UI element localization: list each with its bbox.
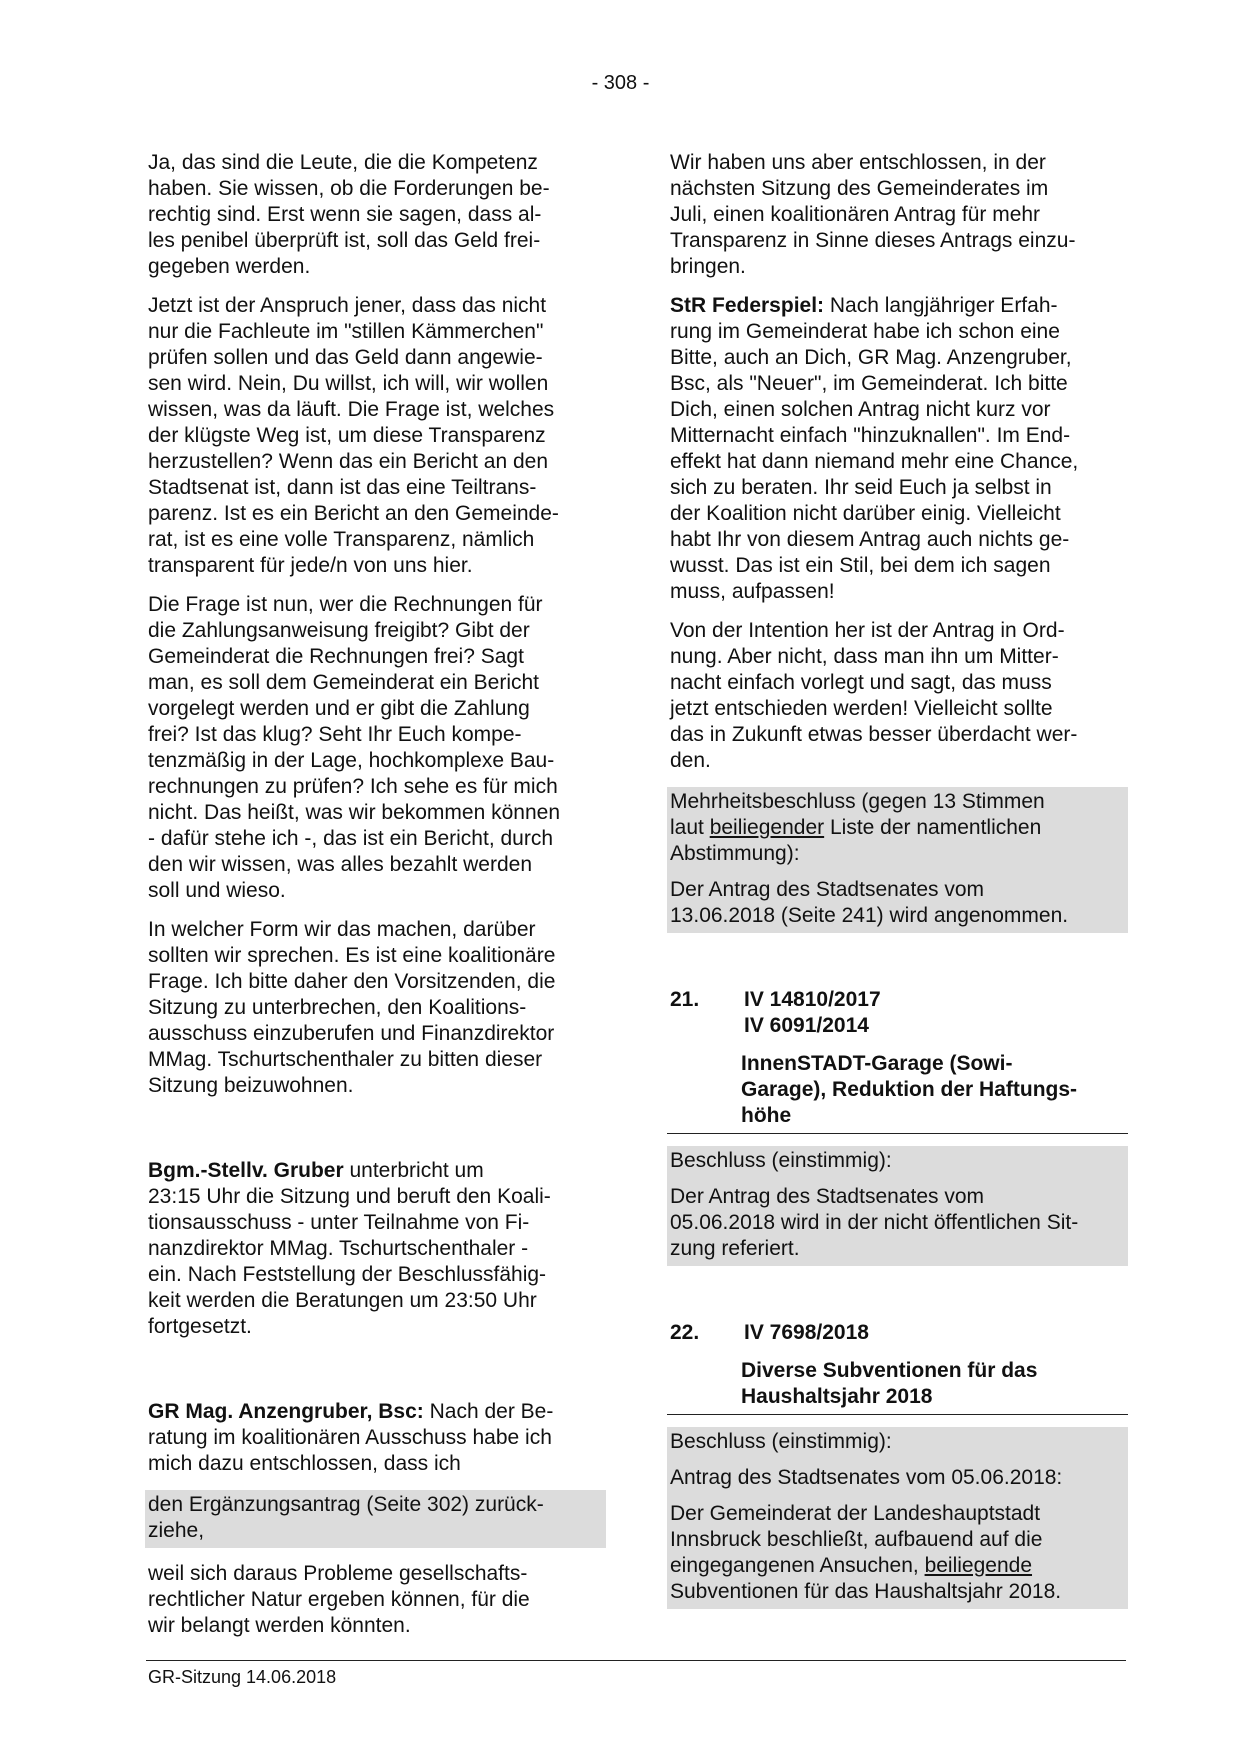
subsidies-link[interactable]: beiliegende (924, 1554, 1033, 1577)
item-21-rule (667, 1051, 1128, 1134)
left-paragraph-6 (148, 1399, 603, 1477)
speaker-gruber: Bgm.-Stellv. Gruber (148, 1159, 344, 1182)
resolution-box-2 (667, 1146, 1128, 1266)
withdrawal-box (145, 1490, 606, 1548)
footer-session-date: GR-Sitzung 14.06.2018 (148, 1667, 337, 1687)
right-paragraph-3: Von der Intention her ist der Antrag in Ord- nung. Aber nicht, dass man ihn um Mitter- nacht einfach vorlegt und sagt, das muss jetzt entschieden werden! Vielleicht sollte das in Zukunft etwas besser überdacht wer- den. (670, 619, 1078, 772)
footer-rule (146, 1660, 1126, 1661)
item-22-title: Diverse Subventionen für das Haushaltsjahr 2018 (741, 1359, 1038, 1408)
right-paragraph-1: Wir haben uns aber entschlossen, in der nächsten Sitzung des Gemeinderates im Juli, einen koalitionären Antrag für mehr Transparenz in Sinne dieses Antrags einzu- bringen. (670, 151, 1076, 278)
item-21-title: InnenSTADT-Garage (Sowi- Garage), Reduktion der Haftungs- höhe (741, 1052, 1078, 1127)
resolution-3-motion: Antrag des Stadtsenates vom 05.06.2018: (670, 1466, 1063, 1489)
resolution-2-header: Beschluss (einstimmig): (670, 1149, 892, 1172)
left-paragraph-3: Die Frage ist nun, wer die Rechnungen für die Zahlungsanweisung freigibt? Gibt der Gemeinderat die Rechnungen frei? Sagt man, es soll dem Gemeinderat ein Bericht vorgelegt werden und er gibt die Zahlung frei? Ist das klug? Seht Ihr Euch kompe- tenzmäßig in der Lage, hochkomplexe Bau- rechnungen zu prüfen? Ich sehe es für mich nicht. Das heißt, was wir bekommen können - dafür stehe ich -, das ist ein Bericht, durch den wir wissen, was alles bezahlt werden soll und wieso. (148, 593, 561, 902)
withdrawal-text: den Ergänzungsantrag (Seite 302) zurück- ziehe, (148, 1493, 544, 1542)
agenda-item-22 (670, 1320, 1125, 1346)
left-paragraph-5-text: unterbricht um 23:15 Uhr die Sitzung und beruft den Koali- tionsausschuss - unter Teilnahme von Fi- nanzdirektor MMag. Tschurtschenthaler - ein. Nach Feststellung der Beschlussfähig- keit werden die Beratungen um 23:50 Uhr fortgesetzt. (148, 1159, 551, 1338)
item-22-number: 22. (670, 1321, 700, 1344)
resolution-1-body: Der Antrag des Stadtsenates vom 13.06.2018 (Seite 241) wird angenommen. (670, 878, 1069, 927)
resolution-box-3 (667, 1427, 1128, 1609)
resolution-3-text-b: Subventionen für das Haushaltsjahr 2018. (670, 1580, 1062, 1603)
left-paragraph-6-text: Nach der Be- ratung im koalitionären Ausschuss habe ich mich dazu entschlossen, dass ich (148, 1400, 554, 1475)
item-22-rule (667, 1358, 1128, 1415)
left-paragraph-5 (148, 1158, 603, 1340)
resolution-box-1 (667, 787, 1128, 933)
attachment-link[interactable]: beiliegender (709, 816, 825, 839)
left-column (148, 150, 603, 1652)
left-paragraph-1: Ja, das sind die Leute, die die Kompetenz haben. Sie wissen, ob die Forderungen be- rechtig sind. Erst wenn sie sagen, dass al- les penibel überprüft ist, soll das Geld frei- gegeben werden. (148, 151, 550, 278)
left-paragraph-4: In welcher Form wir das machen, darüber sollten wir sprechen. Es ist eine koalitionäre Frage. Ich bitte daher den Vorsitzenden, die Sitzung zu unterbrechen, den Koalitions- ausschuss einzuberufen und Finanzdirektor MMag. Tschurtschenthaler zu bitten dieser Sitzung beizuwohnen. (148, 918, 556, 1097)
item-22-refs: IV 7698/2018 (744, 1321, 869, 1344)
left-paragraph-2: Jetzt ist der Anspruch jener, dass das nicht nur die Fachleute im "stillen Kämmerchen" prüfen sollen und das Geld dann angewie- sen wird. Nein, Du willst, ich will, wir wollen wissen, was da läuft. Die Frage ist, welches der klügste Weg ist, um diese Transparenz herzustellen? Wenn das ein Bericht an den Stadtsenat ist, dann ist das eine Teiltrans- parenz. Ist es ein Bericht an den Gemeinde- rat, ist es eine volle Transparenz, nämlich transparent für jede/n von uns hier. (148, 294, 559, 577)
left-paragraph-8: weil sich daraus Probleme gesellschafts- rechtlicher Natur ergeben können, für die wir belangt werden könnten. (148, 1562, 530, 1637)
resolution-1-header (670, 787, 1125, 875)
right-paragraph-2 (670, 293, 1125, 605)
speaker-anzengruber: GR Mag. Anzengruber, Bsc: (148, 1400, 424, 1423)
page-number: - 308 - (591, 72, 650, 94)
right-column (670, 150, 1125, 1609)
resolution-1-text-a: Mehrheitsbeschluss (gegen 13 Stimmen laut (670, 790, 1045, 839)
speaker-federspiel: StR Federspiel: (670, 294, 825, 317)
right-paragraph-2-text: Nach langjähriger Erfah- rung im Gemeinderat habe ich schon eine Bitte, auch an Dich, GR Mag. Anzengruber, Bsc, als "Neuer", im Gemeinderat. Ich bitte Dich, einen solchen Antrag nicht kurz vor Mitternacht einfach "hinzuknallen". Im End- effekt hat dann niemand mehr eine Chance, sich zu beraten. Ihr seid Euch ja selbst in der Koalition nicht darüber einig. Vielleicht habt Ihr von diesem Antrag auch nichts ge- wusst. Das ist ein Stil, bei dem ich sagen muss, aufpassen! (670, 294, 1079, 603)
resolution-3-text-a: Der Gemeinderat der Landeshauptstadt Innsbruck beschließt, aufbauend auf die eingegangenen Ansuchen, (670, 1502, 1043, 1577)
item-21-refs: IV 14810/2017 IV 6091/2014 (744, 988, 881, 1037)
resolution-3-header: Beschluss (einstimmig): (670, 1430, 892, 1453)
agenda-item-21 (670, 987, 1125, 1039)
resolution-1-text-b: Liste der namentlichen Abstimmung): (670, 816, 1042, 865)
item-21-number: 21. (670, 988, 700, 1011)
resolution-2-body: Der Antrag des Stadtsenates vom 05.06.2018 wird in der nicht öffentlichen Sit- zung referiert. (670, 1185, 1079, 1260)
resolution-3-body (670, 1499, 1125, 1609)
